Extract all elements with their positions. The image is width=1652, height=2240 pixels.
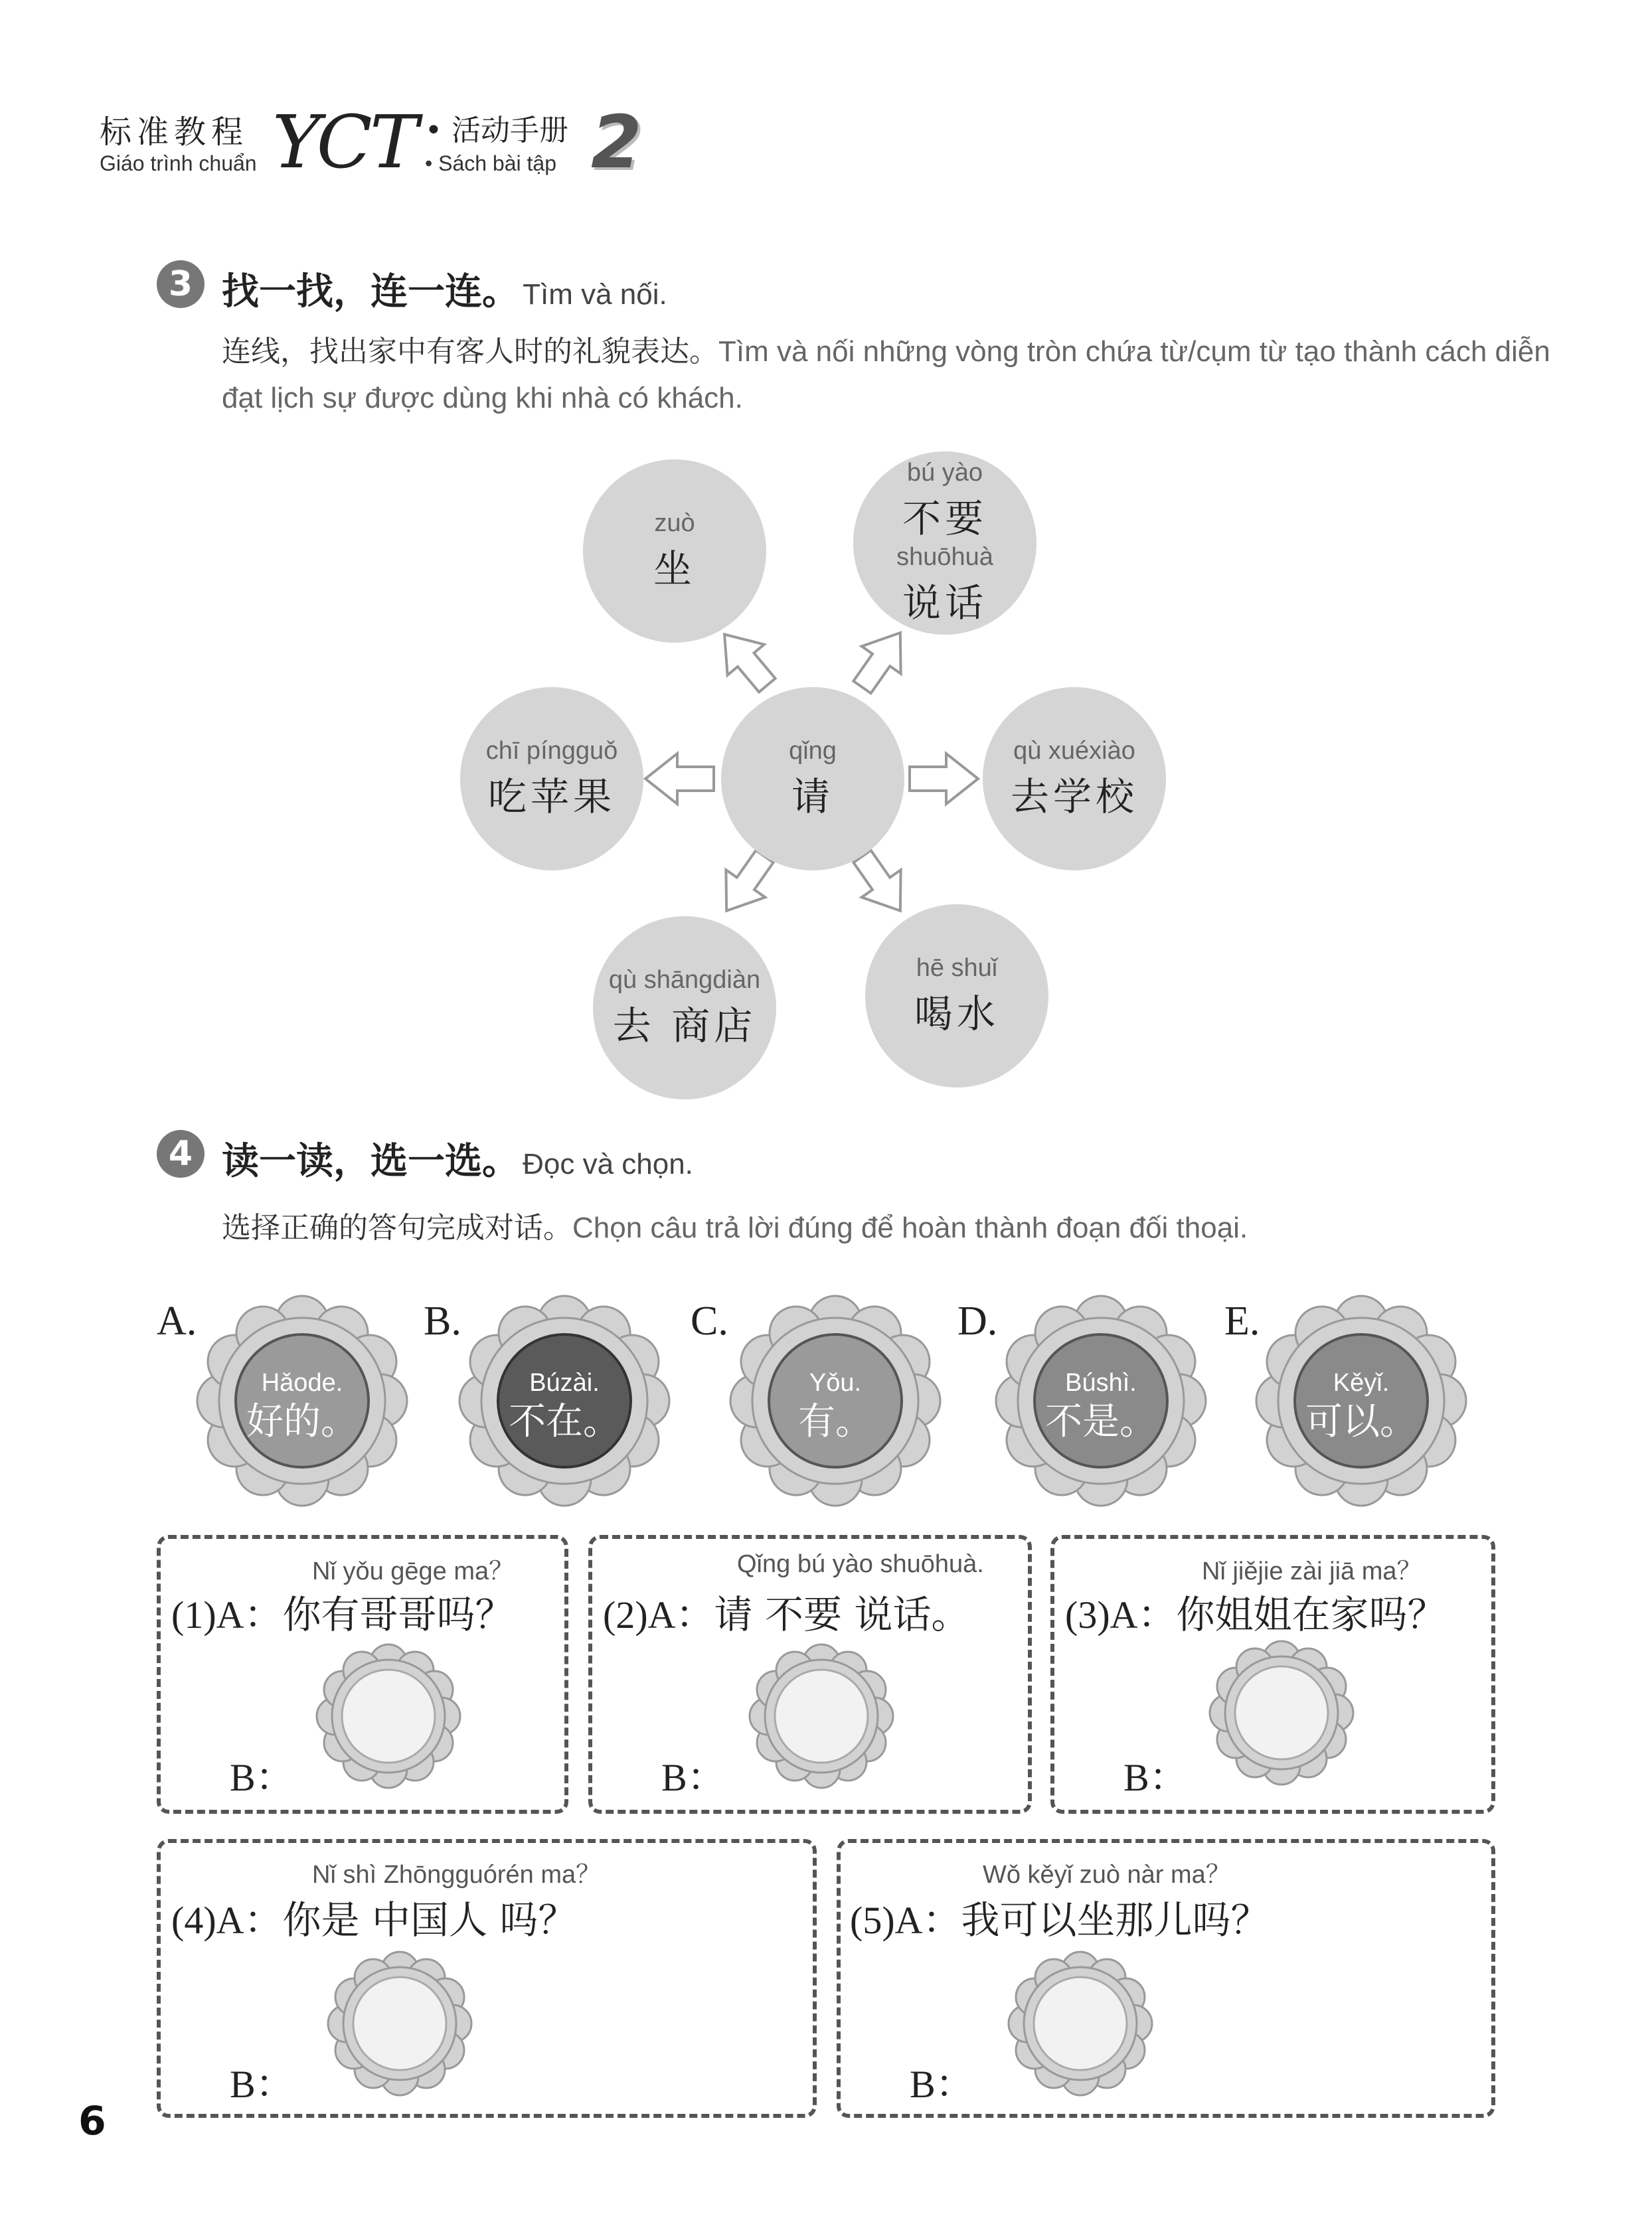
page-number: 6 [78,2098,106,2144]
option-c-label: C. [691,1299,728,1344]
option-d-flower[interactable] [996,1296,1206,1506]
section-4-badge: 4 [157,1130,205,1178]
circle-hanzi: 不要 [902,496,987,541]
circle-pinyin: bú yào [906,459,983,487]
section-3-subtitle: Tìm và nối. [523,278,667,311]
circle-pinyin: zuò [654,509,695,537]
circle-hanzi: 去 商店 [612,1002,757,1048]
yct-logo: YCT [272,100,416,185]
option-a-label: A. [157,1299,197,1344]
option-b-label: B. [424,1299,461,1344]
option-c-hanzi: 有。 [798,1400,872,1443]
question-1-number: (1) [171,1593,216,1637]
circle-pinyin: qù xuéxiào [1013,736,1135,765]
option-e-hanzi: 可以。 [1305,1400,1417,1443]
option-b-flower[interactable] [459,1296,669,1506]
option-a-pinyin: Hǎode. [261,1369,343,1397]
question-4-pinyin: Nǐ shì Zhōngguórén ma？ [312,1861,602,1889]
question-2-answer-label: B： [661,1756,726,1799]
book-subtitle-cn: • 活动手册 [425,114,568,147]
book-title-vn: Giáo trình chuẩn [100,151,257,175]
book-subtitle-vn: • Sách bài tập [425,151,556,175]
question-5-line: (5)A：我可以坐那儿吗？ [850,1897,1270,1943]
question-2-text: 请 不要 说话。 [714,1592,970,1637]
question-1-pinyin: Nǐ yǒu gēge ma？ [312,1558,515,1585]
option-e-pinyin: Kěyǐ. [1333,1369,1390,1397]
question-3-answer-label: B： [1123,1756,1188,1799]
question-2-pinyin: Qǐng bú yào shuōhuà. [737,1550,984,1578]
question-3-number: (3) [1065,1593,1110,1637]
question-1-line: (1)A：你有哥哥吗？ [171,1592,514,1637]
section-3-title: 找一找，连一连。 [222,270,519,313]
option-e-flower[interactable] [1256,1296,1466,1506]
option-e-label: E. [1224,1299,1260,1344]
section-4-title: 读一读，选一选。 [222,1140,519,1183]
question-3-text: 你姐姐在家吗？ [1176,1592,1446,1637]
option-c-pinyin: Yǒu. [809,1369,862,1397]
question-5-text: 我可以坐那儿吗？ [961,1897,1270,1943]
option-d-pinyin: Búshì. [1065,1369,1137,1397]
question-5-number: (5) [850,1899,895,1942]
question-2-number: (2) [603,1593,648,1637]
question-5-pinyin: Wǒ kěyǐ zuò nàr ma？ [983,1861,1231,1889]
question-1-text: 你有哥哥吗？ [282,1592,514,1637]
section-3-instruction: 连线，找出家中有客人时的礼貌表达。Tìm và nối những vòng tròn chứa từ/cụm từ tạo thành cách diễn đạt lịch sự được dùng khi nhà có khách. [222,335,1550,414]
circle-hanzi: 吃苹果 [487,773,616,819]
circle-pinyin: hē shuǐ [916,953,998,982]
circle-pinyin: qǐng [789,736,837,765]
option-d-hanzi: 不是。 [1045,1400,1157,1443]
section-4-subtitle: Đọc và chọn. [523,1148,693,1180]
section-4-instruction: 选择正确的答句完成对话。Chọn câu trả lời đúng để hoàn thành đoạn đối thoại. [222,1211,1248,1245]
circle-hanzi: 请 [791,773,834,819]
question-4-number: (4) [171,1899,216,1942]
circle-hanzi: 坐 [653,546,696,592]
question-2-line: (2)A：请 不要 说话。 [603,1592,970,1637]
circle-pinyin: chī píngguǒ [485,736,618,765]
option-d-label: D. [957,1299,998,1344]
option-a-hanzi: 好的。 [246,1400,358,1443]
circle-hanzi: 去学校 [1010,773,1138,819]
option-a-flower[interactable] [197,1296,407,1506]
question-3-line: (3)A：你姐姐在家吗？ [1065,1592,1446,1637]
circle-hanzi-2: 说话 [902,580,987,625]
circle-pinyin: qù shāngdiàn [608,965,761,994]
question-1-answer-label: B： [230,1756,294,1799]
option-c-flower[interactable] [730,1296,940,1506]
volume-number: 2 [591,100,642,185]
book-title-cn: 标准教程 [100,114,249,151]
option-b-pinyin: Búzài. [529,1369,600,1397]
option-b-hanzi: 不在。 [509,1400,620,1443]
circle-pinyin-2: shuōhuà [896,543,993,571]
circle-hanzi: 喝水 [914,991,999,1036]
question-4-line: (4)A：你是 中国人 吗？ [171,1897,577,1943]
question-5-answer-label: B： [910,2063,974,2106]
question-3-pinyin: Nǐ jiějie zài jiā ma？ [1202,1558,1422,1585]
question-4-text: 你是 中国人 吗？ [282,1897,577,1943]
question-4-answer-label: B： [230,2063,294,2106]
section-3-badge: 3 [157,260,205,308]
